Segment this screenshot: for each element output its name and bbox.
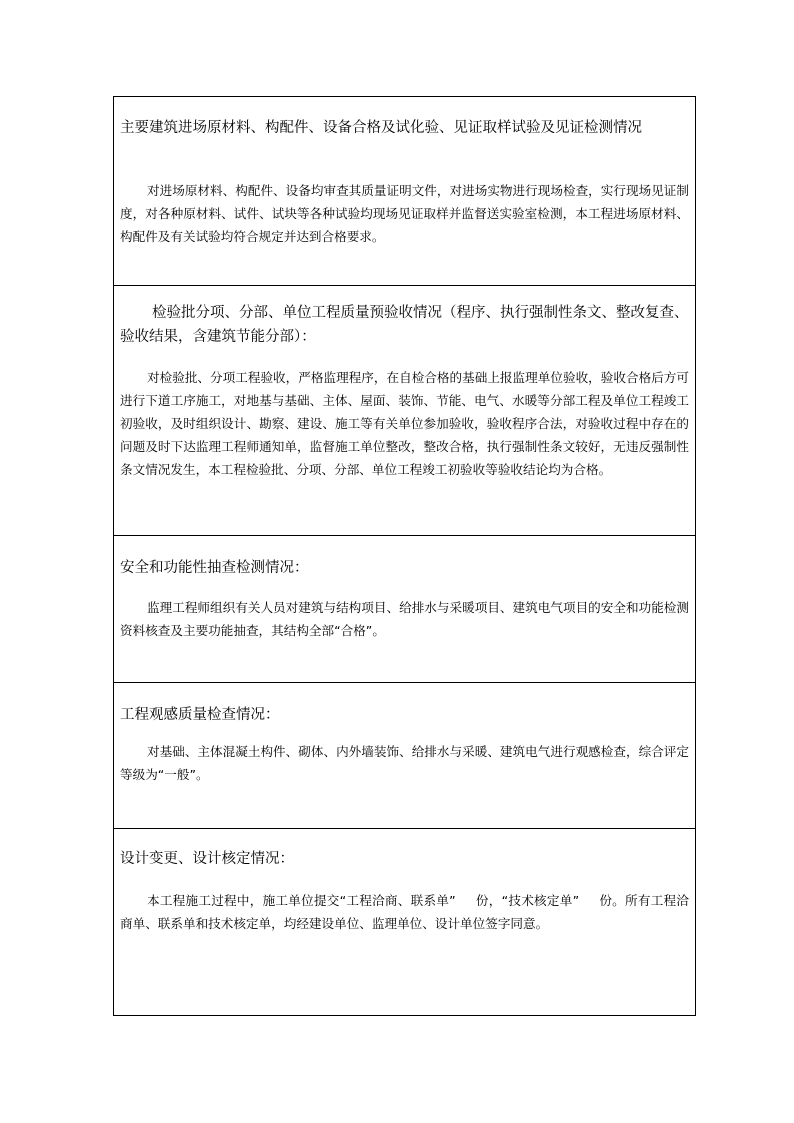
section-heading: 安全和功能性抽查检测情况： — [120, 560, 309, 576]
section-heading: 检验批分项、分部、单位工程质量预验收情况（程序、执行强制性条文、整改复查、验收结果，含建筑节能分部）： — [120, 305, 689, 345]
section-appearance — [114, 683, 695, 829]
section-acceptance — [114, 286, 695, 536]
section-body: 对检验批、分项工程验收，严格监理程序，在自检合格的基础上报监理单位验收，验收合格后方可进行下道工序施工，对地基与基础、主体、屋面、装饰、节能、电气、水暖等分部工程及单位工程竣工初验收，及时组织设计、勘察、建设、施工等有关单位参加验收，验收程序合法，对验收过程中存在的问题及时下达监理工程师通知单，监督施工单位整改，整改合格，执行强制性条文较好，无违反强制性条文情况发生，本工程检验批、分项、分部、单位工程竣工初验收等验收结论均为合格。 — [120, 370, 689, 477]
report-table — [113, 96, 696, 1016]
section-heading: 主要建筑进场原材料、构配件、设备合格及试化验、见证取样试验及见证检测情况 — [120, 120, 642, 136]
body-text-2: 份，“技术核定单” — [475, 893, 580, 908]
body-text-1: 本工程施工过程中，施工单位提交“工程洽商、联系单” — [147, 893, 456, 908]
section-safety — [114, 536, 695, 683]
section-heading: 设计变更、设计核定情况： — [120, 851, 294, 867]
section-body — [120, 889, 689, 935]
section-materials — [114, 97, 695, 286]
section-design-change — [114, 829, 695, 1015]
section-body: 对进场原材料、构配件、设备均审查其质量证明文件，对进场实物进行现场检查，实行现场见证制度，对各种原材料、试件、试块等各种试验均现场见证取样并监督送实验室检测，本工程进场原材料、构配件及有关试验均符合规定并达到合格要求。 — [120, 183, 689, 244]
section-heading: 工程观感质量检查情况： — [120, 707, 280, 723]
section-body: 对基础、主体混凝土构件、砌体、内外墙装饰、给排水与采暖、建筑电气进行观感检查，综合评定等级为“一般”。 — [120, 744, 689, 782]
body-text-3: 份。所有工程洽商单、联系单和技术核定单，均经建设单位、监理单位、设计单位签字同意。 — [120, 893, 689, 931]
section-body: 监理工程师组织有关人员对建筑与结构项目、给排水与采暖项目、建筑电气项目的安全和功能检测资料核查及主要功能抽查，其结构全部“合格”。 — [120, 600, 689, 638]
